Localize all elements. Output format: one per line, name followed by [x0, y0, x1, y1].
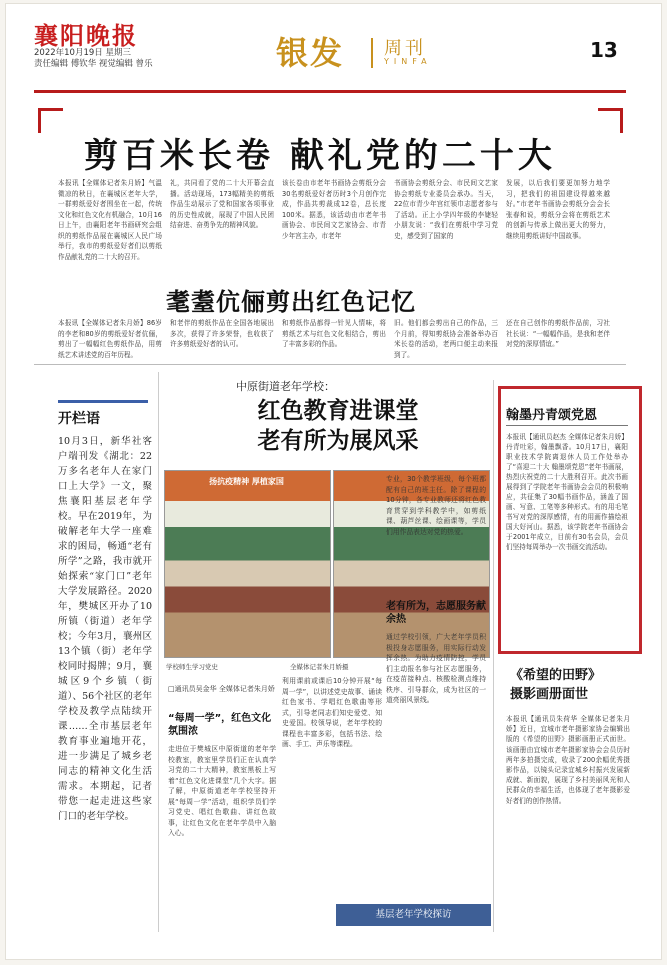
article4-headline-line-2: 摄影画册面世	[510, 687, 589, 702]
article1-column-4: 书画协会剪纸分会、市民间文艺家协会剪纸专业委员会承办。当天，22位市青少年宫红领巾志愿者参与了活动。正上小学四年级的李婕轻小朋友说：“我们在剪纸中学习党史，感受到了国家的	[394, 179, 498, 240]
feature-headline-line-1: 红色教育进课堂	[257, 397, 419, 424]
section-pinyin: YINFA	[384, 57, 432, 66]
article2-column-5: 还在自己创作的剪纸作品前，习社社长说：“一幅幅作品，是我和老伴对党的深厚情谊。”	[506, 319, 610, 348]
corner-decoration-right	[598, 108, 623, 133]
article2-column-1: 本报讯【全媒体记者朱月娇】86岁的李老和80岁的剪纸爱好者伉俪，剪出了一幅幅红色剪纸作品，用剪纸艺术讲述党的百年历程。	[58, 319, 162, 359]
article4-body: 本报讯【通讯员朱荷华 全媒体记者朱月娇】近日，宜城市老年摄影家协会编辑出版的《希望的田野》摄影画册正式面世。该画册由宜城市老年摄影家协会会员历时两年多拍摄完成，收录了200余幅优秀摄影作品，以镜头记录宜城乡村振兴发展新成就、新面貌，展现了乡村美丽风光和人民群众的幸福生活，也体现了老年摄影爱好者们的创作热情。	[506, 715, 630, 805]
article1-column-5: 发展，以后我们要更加努力地学习，把我们的祖国建设得越来越好。”市老年书画协会剪纸分会会长张春和说，剪纸分会将在剪纸艺术的创新与传承上做出更大的努力，继续用剪纸讲好中国故事。	[506, 179, 610, 240]
right-column-divider	[493, 380, 494, 932]
feature-headline	[218, 396, 458, 456]
photo-caption-left: 学校师生学习党史	[166, 663, 218, 671]
column-header-bar	[58, 400, 148, 403]
photo-banner-text: 扬抗疫精神 厚植家国	[209, 477, 284, 486]
feature-subhead-2: 老有所为，志愿服务献余热	[386, 601, 486, 625]
article2-column-4: 旧。他们都会剪出自己的作品，三个月前，得知剪纸协会准备举办百米长卷的活动，老两口便主动来报到了。	[394, 319, 498, 359]
feature-byline: □通讯员吴金华 全媒体记者朱月娇	[168, 685, 275, 693]
article1-headline: 剪百米长卷 献礼党的二十大	[84, 136, 556, 176]
issue-date-line	[34, 48, 153, 70]
article2-column-2: 和老伴的剪纸作品在全国各地展出多次，获得了许多荣誉，也收获了许多剪纸爱好者的认可。	[170, 319, 274, 348]
feature-body-2: 利用课前或课后10分钟开展“每周一学”，以讲述党史故事、诵读红色家书、学唱红色歌曲等形式，引导老同志们知史爱党、知史爱国。校领导说，老年学校的课程也丰富多彩，包括书法、绘画、手工、声乐等课程。	[282, 677, 382, 748]
article4-headline	[510, 666, 634, 704]
section-divider	[34, 364, 626, 365]
feature-body-1: 走进位于樊城区中原街道的老年学校教室，教室里学员们正在认真学习党的二十大精神，教室黑板上写着“红色文化进课堂”几个大字。据了解，中原街道老年学校坚持开展“每周一学”活动，组织学员们学习党史、唱红色歌曲、讲红色故事，让红色文化在老年学员中入脑入心。	[168, 745, 276, 837]
newspaper-brand: 襄阳晚报	[34, 21, 138, 50]
boxed-article-rule	[506, 425, 628, 426]
feature-body-3: 专业，30个教学班级，每个班都配有自己的班主任。除了课程的10分钟，各专业教师还将红色教育贯穿到学科教学中，如剪纸课、葫芦丝课、绘画课等，学员们用作品表达对党的热爱。	[386, 475, 486, 536]
column-divider	[158, 372, 159, 932]
corner-decoration-left	[38, 108, 63, 133]
section-title: 银发	[276, 34, 345, 72]
article1-column-2: 礼，共同看了党的二十大开幕会直播。活动现场，173幅精美的剪纸作品生动展示了党和国家各项事业的历史性成就，展现了中国人民团结奋进、奋勇争先的精神风貌。	[170, 179, 274, 229]
masthead-rule	[34, 90, 626, 93]
article2-headline: 耄耋伉俪剪出红色记忆	[166, 288, 416, 316]
feature-kicker: 中原街道老年学校：	[236, 380, 335, 393]
section-separator	[371, 38, 373, 68]
feature-body-4: 通过学校引领，广大老年学员积极投身志愿服务，用实际行动发挥余热。为助力疫情防控，学员们主动报名参与社区志愿服务，在疫苗接种点、核酸检测点维持秩序、引导群众，成为社区的一道亮丽风景线。	[386, 633, 486, 704]
section-subtitle: 周刊	[384, 38, 426, 59]
boxed-article-body: 本报讯【通讯员赵杰 全媒体记者朱月娇】丹青吐彩，翰墨飘香。10月17日，襄阳职业技术学院离退休人员工作处举办了“喜迎二十大 翰墨颂党恩”老年书画展，热烈庆祝党的二十大胜利召开。此次书画展得到了学院老年书画协会会员的积极响应，共征集了30幅书画作品，涵盖了国画、写意、工笔等多种形式。有的用毛笔书写对党的深厚感情，有的用画作描绘祖国大好河山。据悉，该学院老年书画协会于2001年成立，目前有30名会员，会员们坚持每周举办一次书画交流活动。	[506, 433, 628, 551]
series-footer-banner: 基层老年学校探访	[336, 904, 491, 926]
boxed-article-title: 翰墨丹青颂党恩	[506, 408, 598, 423]
feature-subhead-1: “每周一学”，红色文化氛围浓	[168, 713, 272, 737]
article1-column-1: 本报讯【全媒体记者朱月娇】气温微凉的秋日，在襄城区老年大学，一群剪纸爱好者围坐在一起，传统文化和红色文化有机融合，10月16日上午，由襄阳老年书画研究会组织的剪纸作品展在襄城区人民广场举行，我市的剪纸爱好者们以剪纸作品献礼党的二十大的召开。	[58, 179, 162, 261]
issue-date: 2022年10月19日 星期三	[34, 48, 131, 58]
feature-headline-line-2: 老有所为展风采	[257, 427, 419, 454]
article2-column-3: 和剪纸作品都得一针见人情味，将剪纸艺术与红色文化相结合，剪出了丰富多彩的作品。	[282, 319, 386, 348]
editor-credits: 责任编辑 傅钦华 视觉编辑 曾乐	[34, 59, 153, 69]
column-body: 10月3日，新华社客户端刊发《湖北：22万多名老年人在家门口上大学》一文，聚焦襄阳基层老年学校。早在2019年，为破解老年大学一座难求的困局，畅通“老有所学”之路，我市就开始探索“家门口”老年大学发展路径。2020年，樊城区开办了10所镇（街道）老年学校；今年3月，襄州区13个镇（街）老年学校同时揭牌；9月，襄城区9个乡镇（街道）、56个社区的老年学校及教学点陆续开课……全市基层老年教育事业遍地开花，进一步满足了城乡老同志的精神文化生活需求。本期起，记者带您一起走进这些家门口的老年学校。	[58, 436, 152, 822]
page-number: 13	[590, 38, 618, 62]
article4-headline-line-1: 《希望的田野》	[510, 668, 602, 683]
feature-photo-left	[164, 470, 331, 658]
article1-column-3: 该长卷由市老年书画协会剪纸分会30名剪纸爱好者历时3个月创作完成，作品共剪裁成12卷，总长度100米。据悉，该活动由市老年书画协会、市民间文艺家协会、市青少年宫主办，市老年	[282, 179, 386, 240]
photo-caption-right: 全媒体记者朱月娇摄	[290, 663, 349, 671]
column-title: 开栏语	[58, 411, 100, 427]
